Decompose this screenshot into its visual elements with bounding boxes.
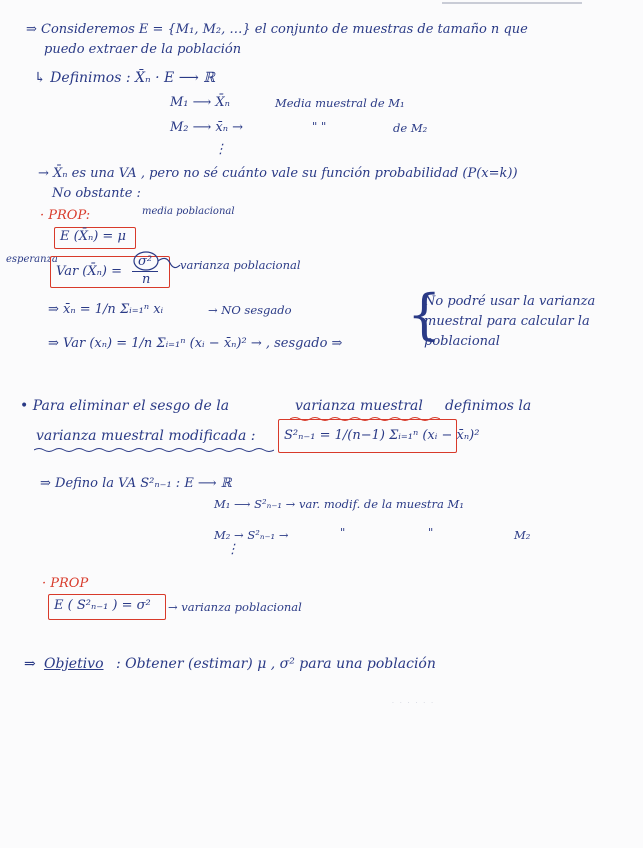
varianza-poblacional-label: varianza poblacional [180,258,301,272]
no-obstante: No obstante : [52,186,141,201]
variance-numerator: σ² [138,254,153,269]
map-m2-s: M₂ → S²ₙ₋₁ → [214,528,289,542]
eliminate-bias-1: • Para eliminar el sesgo de la [20,398,230,414]
objective-arrow: ⇒ [24,656,36,672]
wavy-underline-2 [34,447,274,453]
definimos-la-text: definimos la [445,398,532,414]
unbiased-mean: ⇒ x̄ₙ = 1/n Σᵢ₌₁ⁿ xᵢ [48,302,164,317]
define-va-line: ⇒ Defino la VA S²ₙ₋₁ : E ⟶ ℝ [40,476,232,491]
m2-label-end: M₂ [514,528,531,542]
ditto-1: " [340,525,346,539]
brace-note-2: muestral para calcular la [424,314,590,329]
intro-line-2: puedo extraer de la población [44,42,242,57]
prop-label-1: · PROP: [40,208,91,223]
biased-variance: ⇒ Var (xₙ) = 1/n Σᵢ₌₁ⁿ (xᵢ − x̄ₙ)² → , sesgado ⇒ [48,336,343,351]
expectation-equation: E (X̄ₙ) = μ [60,229,126,244]
objective-label: Objetivo [44,656,104,672]
ditto-2: " [428,525,434,539]
esperanza-label: esperanza [6,254,58,265]
vertical-dots: ⋮ [214,142,227,157]
varianza-muestral-text: varianza muestral [295,398,423,414]
top-edge-mark [442,2,582,4]
brace-note-1: No podré usar la varianza [424,294,596,309]
map-m2: M₂ ⟶ x̄ₙ → [170,120,244,135]
media-muestral-label: Media muestral de M₁ [275,96,405,110]
media-poblacional-label: media poblacional [142,206,235,217]
objective-text: : Obtener (estimar) μ , σ² para una población [116,656,436,672]
ditto-marks: " " [312,119,327,133]
no-sesgado-label: → NO sesgado [208,303,292,317]
intro-line-1: ⇒ Consideremos E = {M₁, M₂, …} el conjunto de muestras de tamaño n que [26,22,528,37]
variance-denominator: n [142,272,151,287]
definition-line: ↳ Definimos : X̄ₙ · E ⟶ ℝ [34,70,215,86]
varianza-poblacional-label-2: → varianza poblacional [168,600,302,614]
prop-label-2: · PROP [42,576,89,591]
modified-variance-formula: S²ₙ₋₁ = 1/(n−1) Σᵢ₌₁ⁿ (xᵢ − x̄ₙ)² [284,428,480,443]
map-m1: M₁ ⟶ X̄ₙ [170,95,230,110]
curly-brace: { [407,283,442,346]
map-m1-s: M₁ ⟶ S²ₙ₋₁ → var. modif. de la muestra M₁ [214,497,464,511]
vertical-dots-2: ⋮ [226,542,239,557]
brace-note-3: poblacional [424,334,500,349]
faint-smudge: · · · · · · [392,700,435,707]
variance-equation-left: Var (X̄ₙ) = [56,264,122,279]
expectation-s-equation: E ( S²ₙ₋₁ ) = σ² [54,598,151,613]
va-statement: → X̄ₙ es una VA , pero no sé cuánto vale su función probabilidad (P(x=k)) [38,166,518,181]
de-m2-label: de M₂ [393,121,428,135]
varianza-modificada-label: varianza muestral modificada : [36,428,256,444]
